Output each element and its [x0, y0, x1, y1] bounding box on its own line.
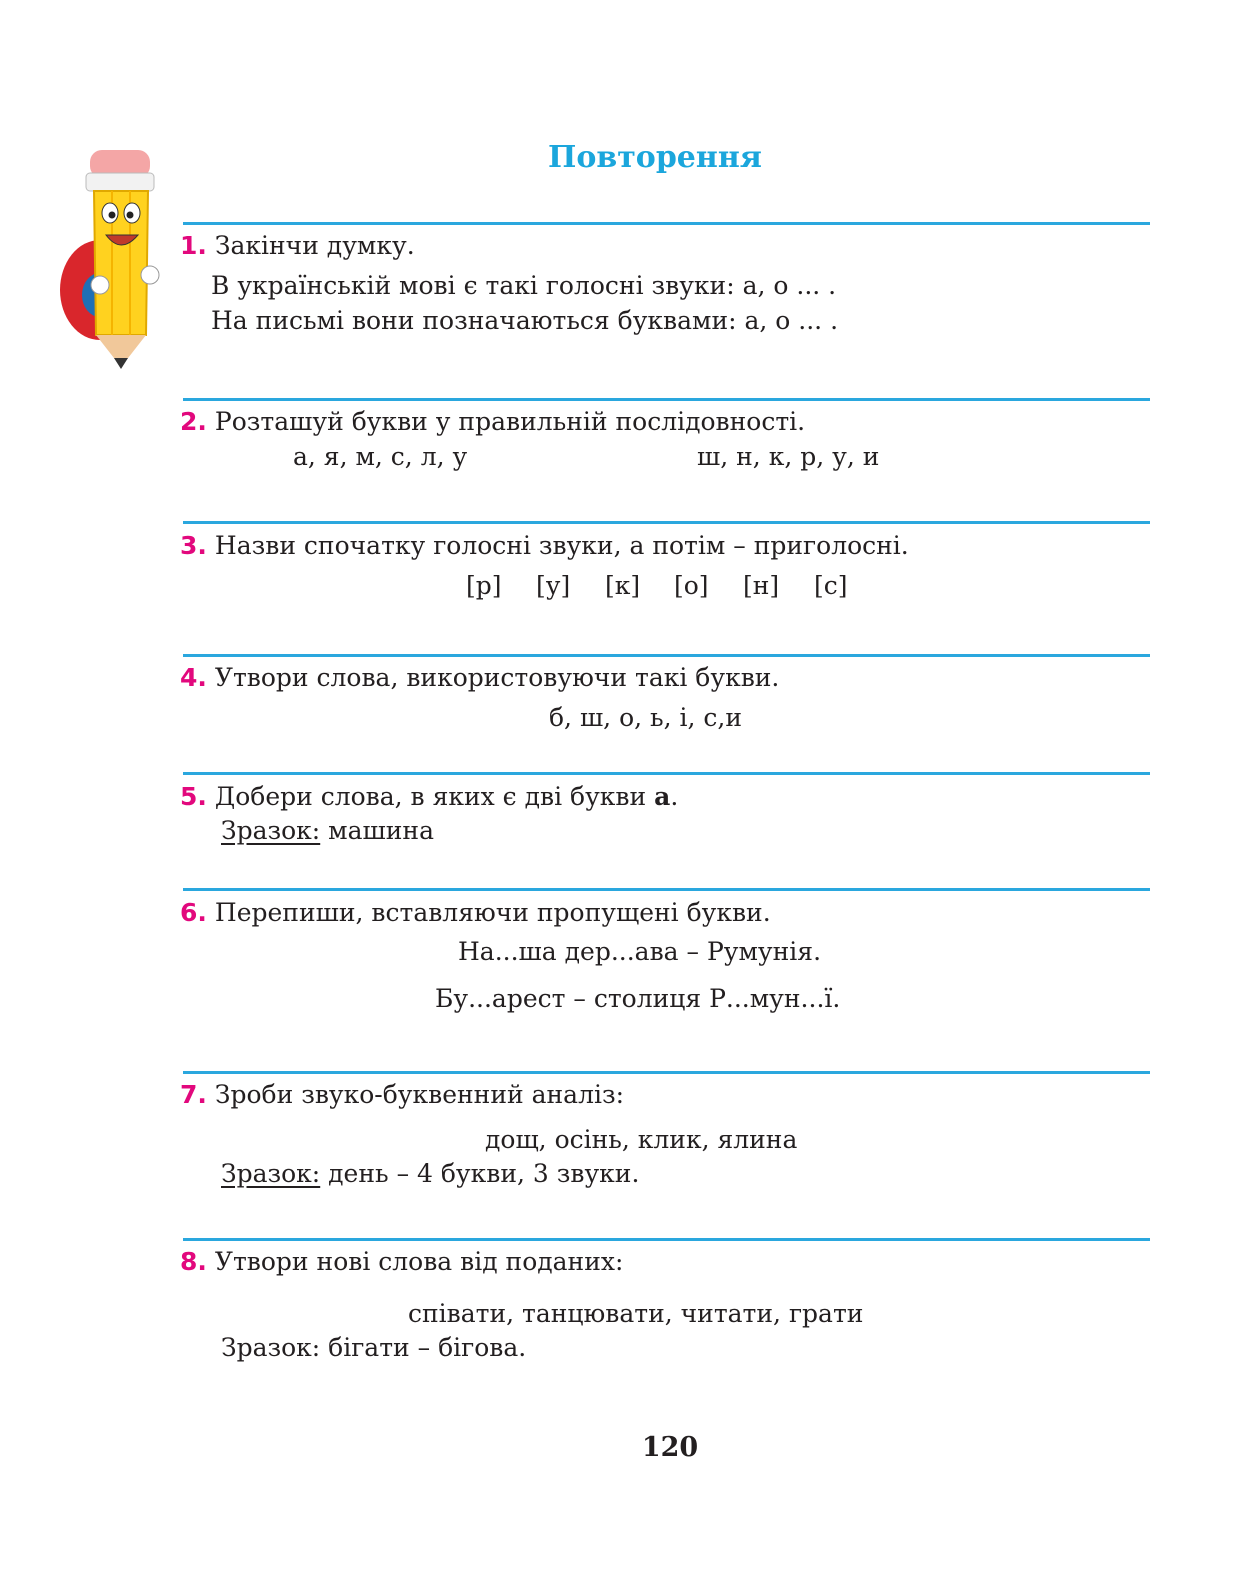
task-number: 3.: [180, 531, 207, 560]
task-instruction: Утвори нові слова від поданих:: [214, 1247, 624, 1276]
task-instruction: Назви спочатку голосні звуки, а потім – приголосні.: [214, 531, 909, 560]
section-divider: [183, 1238, 1150, 1241]
bold-letter: а: [654, 782, 671, 811]
task-6-heading: [180, 900, 771, 925]
task-number: 7.: [180, 1080, 207, 1109]
section-divider: [183, 888, 1150, 891]
sample-label: Зразок:: [221, 816, 321, 845]
task-4-heading: [180, 665, 779, 690]
section-divider: [183, 1071, 1150, 1074]
section-divider: [183, 654, 1150, 657]
letter-set-1: а, я, м, с, л, у: [293, 442, 468, 471]
task-number: 5.: [180, 782, 207, 811]
page-number: 120: [641, 1432, 699, 1463]
task-number: 8.: [180, 1247, 207, 1276]
task-6-sentence-2: Бу...арест – столиця Р...мун...ї.: [435, 984, 841, 1013]
sample-text: день – 4 букви, 3 звуки.: [320, 1159, 640, 1188]
sound-item: [у]: [536, 571, 571, 600]
sample-text: машина: [320, 816, 434, 845]
task-1-line-1: В українській мові є такі голосні звуки: а, о ... .: [211, 271, 837, 300]
task-instruction: Добери слова, в яких є дві букви: [214, 782, 655, 811]
task-6-sentence-1: На...ша дер...ава – Румунія.: [458, 937, 822, 966]
section-divider: [183, 398, 1150, 401]
task-7-sample: [221, 1161, 639, 1186]
task-8-sample: Зразок: бігати – бігова.: [221, 1333, 527, 1362]
task-3-heading: [180, 533, 909, 558]
sound-item: [о]: [674, 571, 709, 600]
sound-item: [р]: [466, 571, 502, 600]
task-7-heading: [180, 1082, 624, 1107]
task-7-words: дощ, осінь, клик, ялина: [485, 1125, 798, 1154]
section-divider: [183, 521, 1150, 524]
task-instruction: Утвори слова, використовуючи такі букви.: [214, 663, 780, 692]
task-instruction: Зроби звуко-буквенний аналіз:: [214, 1080, 625, 1109]
section-divider: [183, 772, 1150, 775]
task-5-heading: [180, 784, 678, 809]
letter-set-2: ш, н, к, р, у, и: [697, 442, 880, 471]
task-2-heading: [180, 409, 805, 434]
sound-item: [к]: [605, 571, 641, 600]
task-1-line-2: На письмі вони позначаються буквами: а, о ... .: [211, 306, 839, 335]
pencil-mascot-illustration: [60, 145, 170, 375]
task-8-heading: [180, 1249, 623, 1274]
section-divider: [183, 222, 1150, 225]
sound-item: [н]: [743, 571, 780, 600]
task-instruction: Розташуй букви у правильній послідовності.: [214, 407, 806, 436]
task-5-sample: [221, 818, 434, 843]
instruction-end: .: [670, 782, 679, 811]
page-title: Повторення: [548, 140, 762, 175]
task-instruction: Закінчи думку.: [214, 231, 415, 260]
task-instruction: Перепиши, вставляючи пропущені букви.: [214, 898, 771, 927]
task-number: 6.: [180, 898, 207, 927]
task-number: 4.: [180, 663, 207, 692]
task-number: 1.: [180, 231, 207, 260]
task-number: 2.: [180, 407, 207, 436]
task-1-heading: [180, 233, 415, 258]
task-8-words: співати, танцювати, читати, грати: [408, 1299, 864, 1328]
sound-item: [с]: [814, 571, 848, 600]
sample-label: Зразок:: [221, 1159, 321, 1188]
letters-list: б, ш, о, ь, і, с,и: [549, 703, 743, 732]
